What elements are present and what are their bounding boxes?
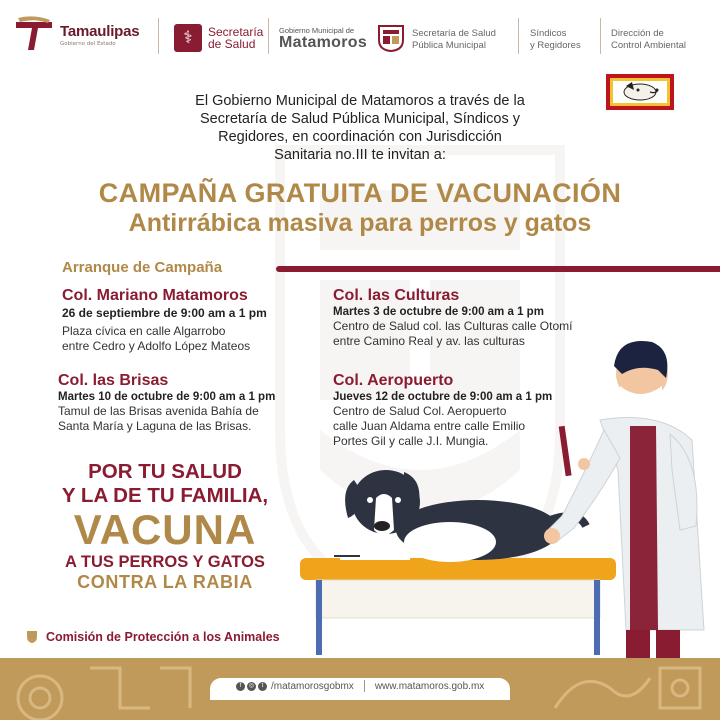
location-date: Martes 3 de octubre de 9:00 am a 1 pm bbox=[333, 306, 544, 318]
slogan-headline: VACUNA bbox=[73, 506, 257, 553]
intro-line: Regidores, en coordinación con Jurisdicción bbox=[218, 129, 502, 145]
shield-icon bbox=[26, 630, 38, 644]
location-date: 26 de septiembre de 9:00 am a 1 pm bbox=[62, 306, 267, 320]
comision-text: Comisión de Protección a los Animales bbox=[46, 630, 280, 644]
address-line: calle Juan Aldama entre calle Emilio bbox=[333, 419, 526, 433]
social-icons bbox=[236, 682, 267, 691]
address-line: Centro de Salud col. las Culturas calle Otomí bbox=[333, 319, 573, 333]
footer-divider bbox=[364, 680, 365, 692]
comision-label bbox=[26, 630, 280, 644]
slogan-block bbox=[40, 460, 290, 592]
location-mariano-matamoros bbox=[62, 287, 267, 354]
location-date: Martes 10 de octubre de 9:00 am a 1 pm bbox=[58, 391, 276, 403]
slogan-line: CONTRA LA RABIA bbox=[77, 572, 253, 592]
sindicos-line2: y Regidores bbox=[530, 39, 581, 51]
matamoros-big: Matamoros bbox=[279, 34, 368, 51]
facebook-icon[interactable]: f bbox=[236, 682, 245, 691]
salud-publica-line1: Secretaría de Salud bbox=[412, 28, 496, 39]
intro-line: Secretaría de Salud Pública Municipal, Síndicos y bbox=[200, 111, 520, 127]
slogan-line: POR TU SALUD bbox=[88, 460, 242, 483]
address-line: Tamul de las Brisas avenida Bahía de bbox=[58, 404, 259, 418]
sindicos-label bbox=[530, 28, 581, 51]
address-line: Portes Gil y calle J.I. Mungia. bbox=[333, 434, 489, 448]
footer-info bbox=[236, 680, 484, 692]
location-address bbox=[62, 324, 267, 354]
header-divider bbox=[600, 18, 601, 54]
instagram-icon[interactable]: ◎ bbox=[248, 682, 255, 689]
location-address bbox=[58, 404, 275, 434]
location-las-brisas bbox=[58, 372, 275, 434]
tamaulipas-logo bbox=[14, 16, 139, 54]
address-line: Santa María y Laguna de las Brisas. bbox=[58, 419, 252, 433]
slogan-line: A TUS PERROS Y GATOS bbox=[65, 553, 265, 571]
salud-publica-line2: Pública Municipal bbox=[412, 39, 486, 51]
address-line: Plaza cívica en calle Algarrobo bbox=[62, 324, 226, 338]
website-link[interactable]: www.matamoros.gob.mx bbox=[374, 680, 485, 692]
intro-line: Sanitaria no.III te invitan a: bbox=[274, 147, 446, 163]
dog-campaign-logo-icon bbox=[604, 72, 676, 112]
section-divider-bar bbox=[276, 266, 720, 272]
sindicos-line1: Síndicos bbox=[530, 28, 567, 39]
twitter-icon[interactable]: t bbox=[258, 682, 267, 691]
header-divider bbox=[268, 18, 269, 54]
address-line: Centro de Salud Col. Aeropuerto bbox=[333, 404, 507, 418]
social-handle[interactable]: /matamorosgobmx bbox=[271, 680, 354, 692]
health-cross-icon: ⚕ bbox=[174, 24, 202, 52]
location-name: Col. Mariano Matamoros bbox=[62, 287, 248, 304]
campaign-title: CAMPAÑA GRATUITA DE VACUNACIÓN bbox=[98, 178, 622, 208]
location-name: Col. Aeropuerto bbox=[333, 372, 454, 389]
secretaria-salud-logo bbox=[174, 24, 263, 52]
location-date: Jueves 12 de octubre de 9:00 am a 1 pm bbox=[333, 391, 553, 403]
location-name: Col. las Culturas bbox=[333, 287, 460, 304]
intro-line: El Gobierno Municipal de Matamoros a través de la bbox=[195, 93, 525, 109]
campaign-subtitle: Antirrábica masiva para perros y gatos bbox=[128, 209, 592, 237]
location-name: Col. las Brisas bbox=[58, 372, 169, 389]
tamaulipas-name: Tamaulipas bbox=[60, 23, 140, 40]
slogan-line: Y LA DE TU FAMILIA, bbox=[61, 484, 269, 507]
vet-dog-illustration bbox=[300, 330, 720, 660]
header-divider bbox=[158, 18, 159, 54]
salud-publica-label bbox=[412, 28, 496, 51]
secretaria-salud-line1: Secretaría bbox=[208, 25, 264, 39]
tamaulipas-emblem-icon bbox=[14, 16, 54, 54]
matamoros-crest-icon bbox=[378, 24, 404, 52]
matamoros-logo bbox=[279, 26, 367, 52]
intro-text bbox=[150, 92, 570, 164]
ambiental-line1: Dirección de bbox=[611, 28, 664, 39]
address-line: entre Camino Real y av. las culturas bbox=[333, 334, 525, 348]
dog-icon bbox=[334, 470, 586, 562]
matamoros-small: Gobierno Municipal de bbox=[279, 26, 355, 35]
control-ambiental-label bbox=[611, 28, 686, 51]
header-bar bbox=[0, 0, 720, 66]
tamaulipas-subtitle: Gobierno del Estado bbox=[60, 41, 116, 47]
secretaria-salud-line2: de Salud bbox=[208, 37, 256, 51]
section-label: Arranque de Campaña bbox=[62, 259, 223, 276]
address-line: entre Cedro y Adolfo López Mateos bbox=[62, 339, 251, 353]
ambiental-line2: Control Ambiental bbox=[611, 39, 686, 51]
header-divider bbox=[518, 18, 519, 54]
